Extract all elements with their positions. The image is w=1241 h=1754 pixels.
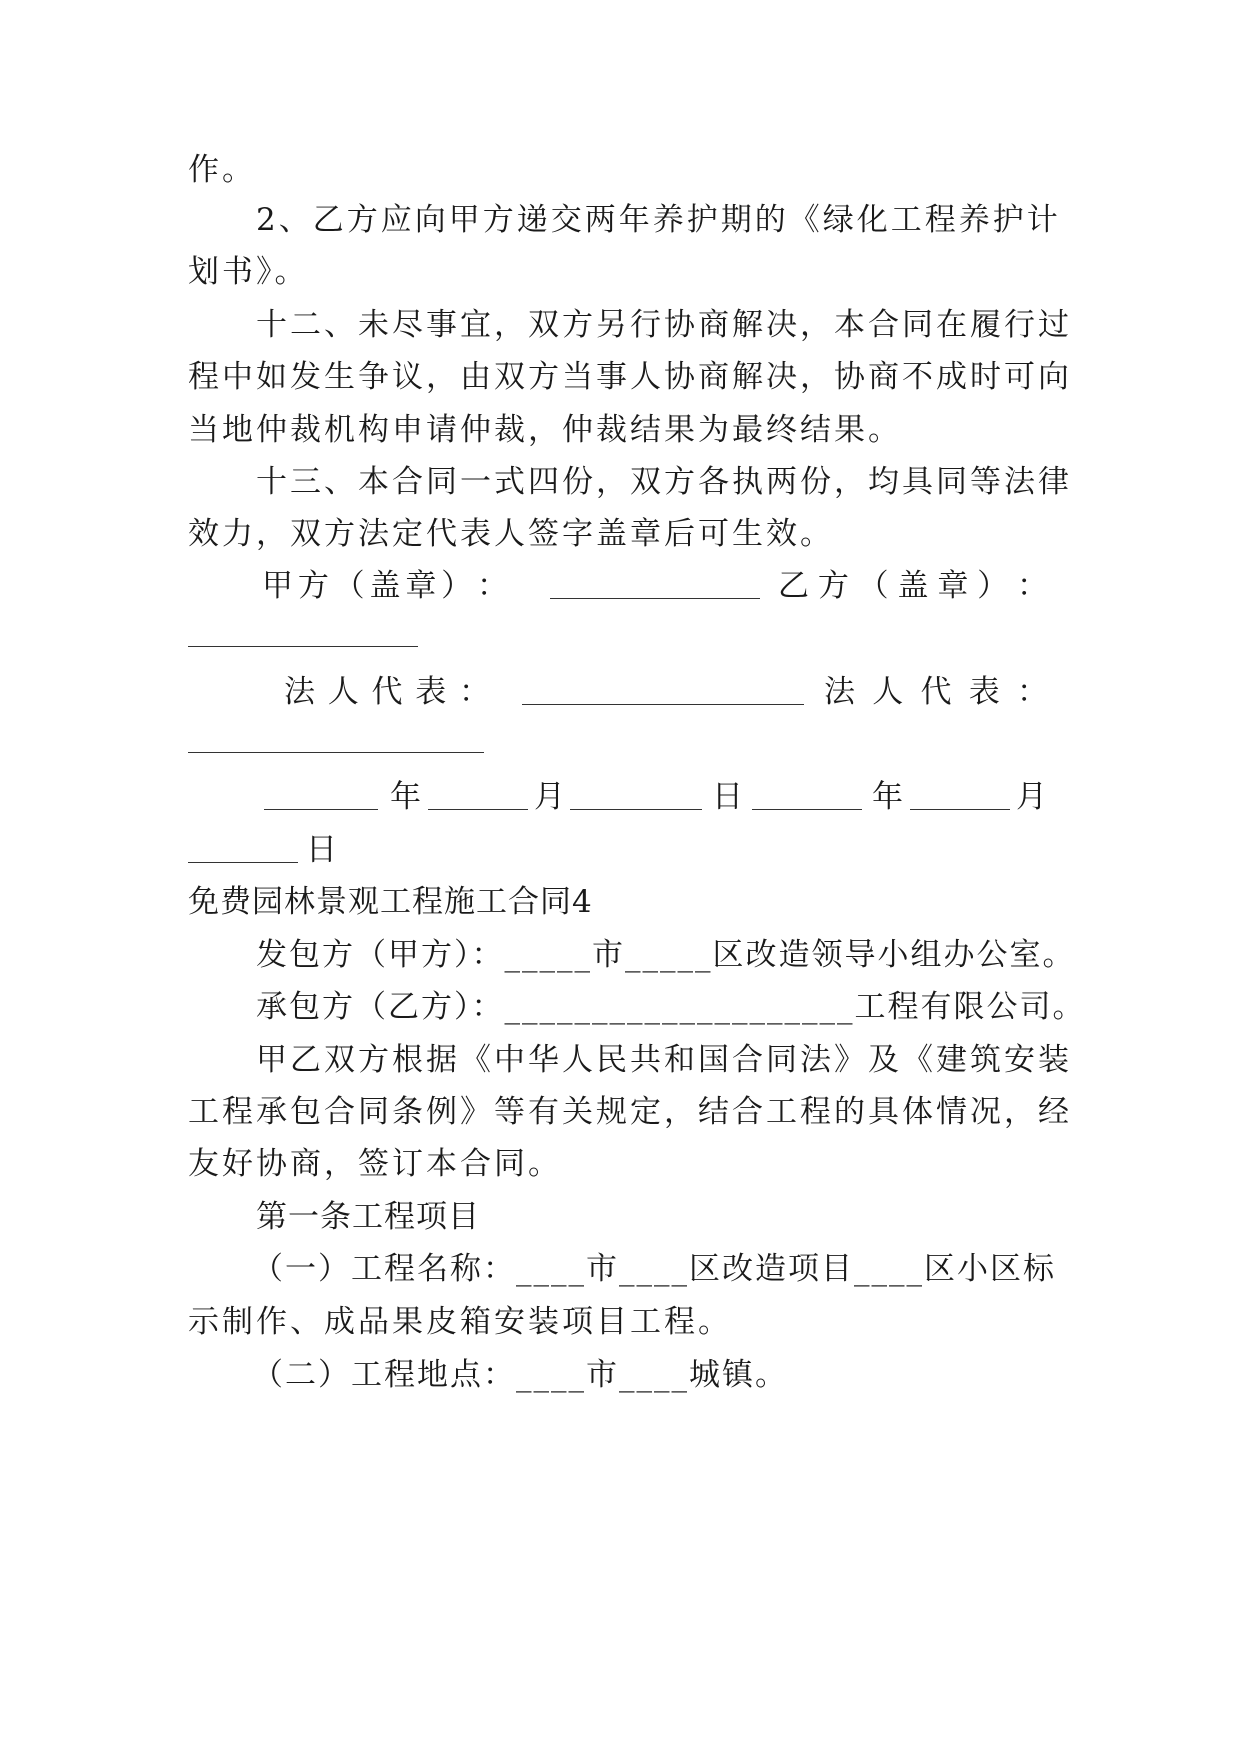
party-b-seal-blank xyxy=(188,618,418,647)
text-line: 示制作、成品果皮箱安装项目工程。 xyxy=(188,1304,732,1340)
party-seal-line xyxy=(262,566,1048,606)
article-heading: 第一条工程项目 xyxy=(256,1199,480,1235)
date-b-year-blank xyxy=(752,781,862,810)
rep-a-label: 法 人 代 表 ： xyxy=(284,674,490,710)
text-line: 当地仲裁机构申请仲裁，仲裁结果为最终结果。 xyxy=(188,412,902,448)
rep-b-label: 法 人 代 表 ： xyxy=(824,674,1048,710)
text-line: （二）工程地点：____市____城镇。 xyxy=(252,1357,788,1393)
date-b-year: 年 xyxy=(872,779,903,815)
text-line: （一）工程名称：____市____区改造项目____区小区标 xyxy=(252,1251,1056,1287)
date-a-day-blank xyxy=(570,781,702,810)
rep-b-blank xyxy=(188,724,484,753)
date-b-month: 月 xyxy=(1016,779,1047,815)
legal-rep-line xyxy=(284,672,1048,712)
section-title: 免费园林景观工程施工合同4 xyxy=(188,884,593,920)
date-line xyxy=(0,777,1241,817)
date-day-line xyxy=(0,830,1241,870)
text-line: 作。 xyxy=(188,152,256,188)
party-b-seal-label: 乙 方 （ 盖 章 ） ： xyxy=(778,568,1048,604)
text-line: 效力，双方法定代表人签字盖章后可生效。 xyxy=(188,516,834,552)
party-a-seal-label: 甲 方 （ 盖 章 ） ： xyxy=(262,568,508,604)
text-line: 2、乙方应向甲方递交两年养护期的《绿化工程养护计 xyxy=(256,202,1061,238)
text-line: 十三、本合同一式四份，双方各执两份，均具同等法律 xyxy=(256,464,1072,500)
text-line: 程中如发生争议，由双方当事人协商解决，协商不成时可向 xyxy=(188,359,1072,395)
party-a-seal-blank xyxy=(550,570,760,599)
text-line: 发包方（甲方）：_____市_____区改造领导小组办公室。 xyxy=(256,937,1076,973)
date-a-day: 日 xyxy=(712,779,743,815)
date-b-day-blank xyxy=(188,834,298,863)
date-a-month-blank xyxy=(428,781,528,810)
text-line: 划书》。 xyxy=(188,254,309,290)
date-a-year: 年 xyxy=(390,779,421,815)
date-a-month: 月 xyxy=(534,779,565,815)
date-a-year-blank xyxy=(264,781,378,810)
text-line: 友好协商，签订本合同。 xyxy=(188,1146,562,1182)
text-line: 甲乙双方根据《中华人民共和国合同法》及《建筑安装 xyxy=(256,1042,1072,1078)
text-line: 工程承包合同条例》等有关规定，结合工程的具体情况，经 xyxy=(188,1094,1072,1130)
date-b-day: 日 xyxy=(306,832,337,868)
text-line: 承包方（乙方）：____________________工程有限公司。 xyxy=(256,989,1086,1025)
rep-a-blank xyxy=(522,676,804,705)
text-line: 十二、未尽事宜，双方另行协商解决，本合同在履行过 xyxy=(256,307,1072,343)
date-b-month-blank xyxy=(910,781,1010,810)
